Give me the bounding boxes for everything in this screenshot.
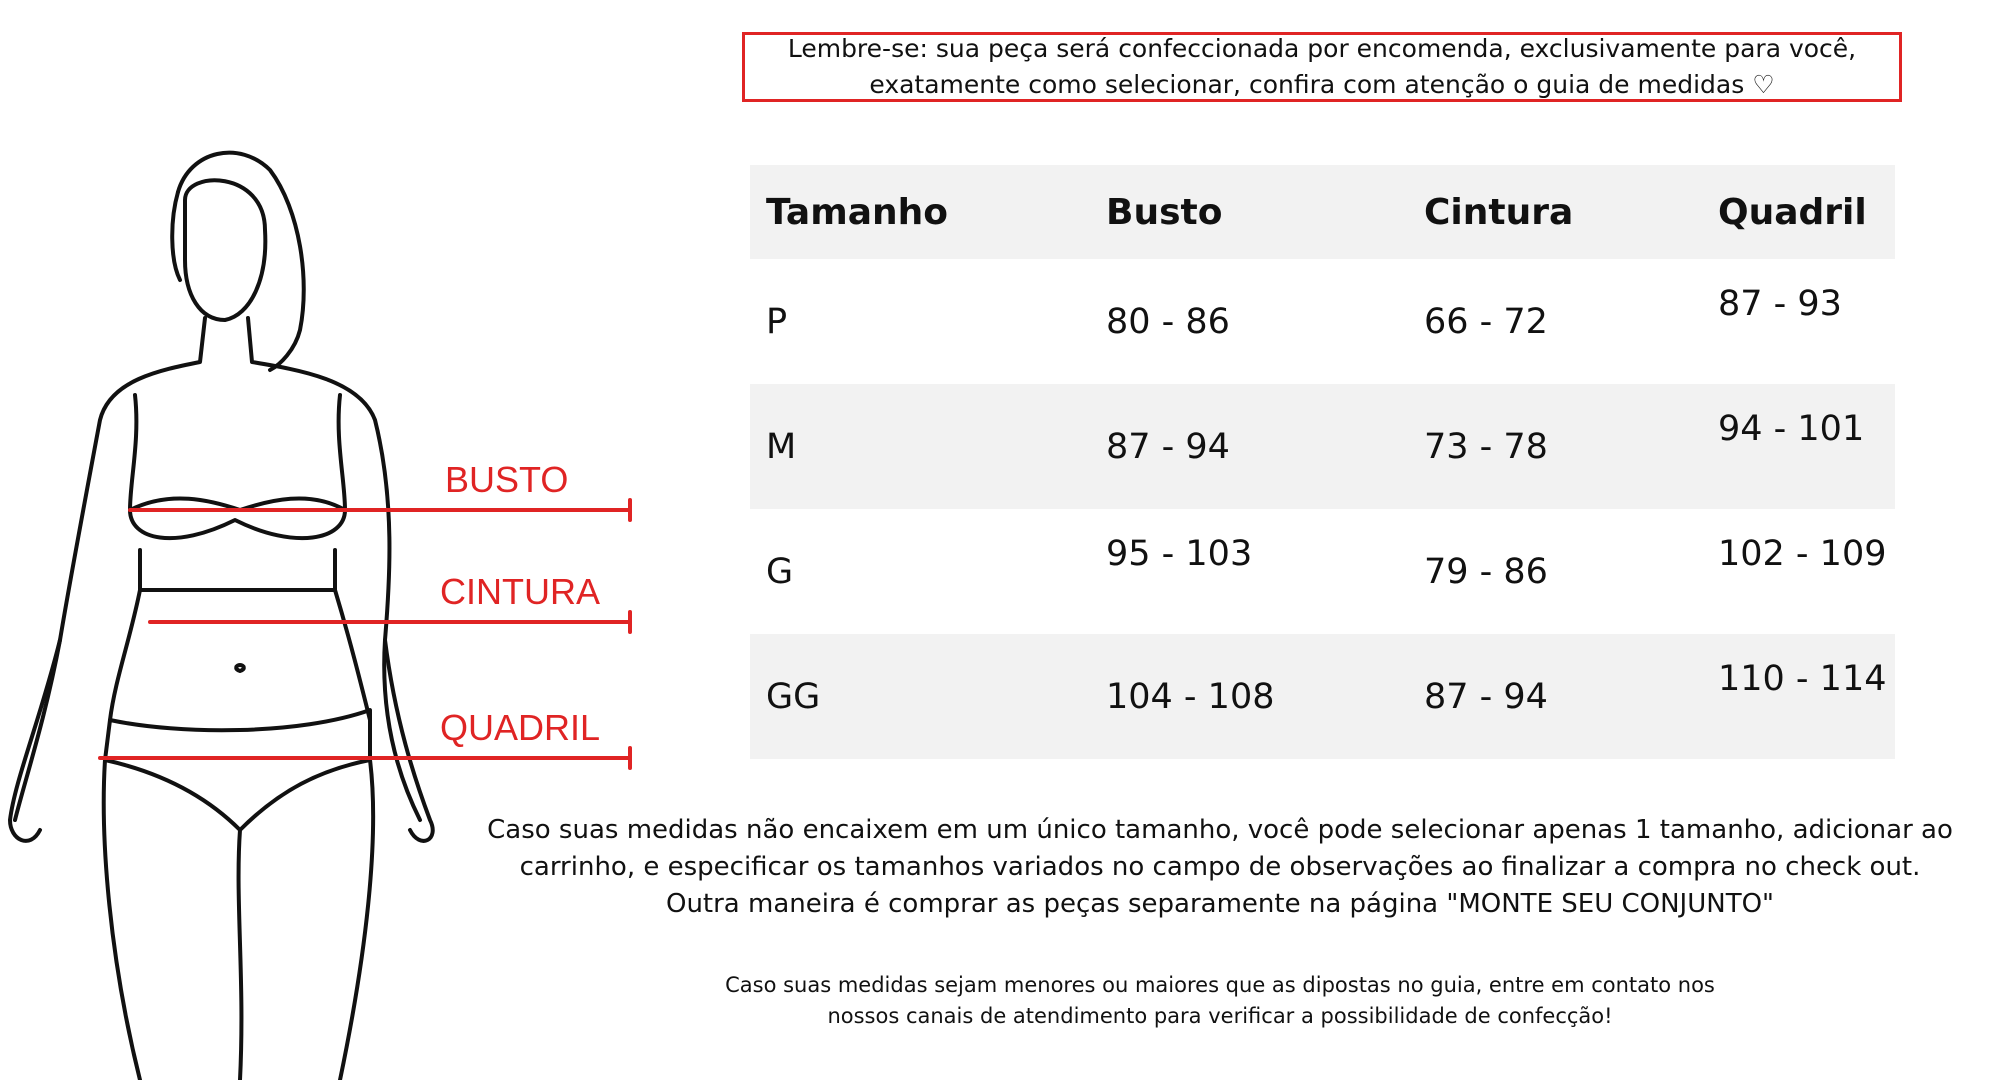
body-outline-illustration [0,80,640,1080]
torso-outline [15,318,205,820]
waist-right [335,590,370,720]
info-line: Caso suas medidas não encaixem em um único tamanho, você pode selecionar apenas 1 tamanho, adicionar ao [487,815,1953,845]
contact-line: Caso suas medidas sejam menores ou maiores que as dipostas no guia, entre em contato nos [725,973,1715,997]
table-header-row [750,165,1895,259]
waist-left [110,590,140,720]
quadril-cell: 87 - 93 [1718,283,1842,324]
info-line: Outra maneira é comprar as peças separamente na página "MONTE SEU CONJUNTO" [665,889,1775,919]
cintura-label: CINTURA [440,571,600,612]
leg-left [104,760,140,1080]
cintura-cell: 66 - 72 [1424,301,1548,342]
cintura-cell: 79 - 86 [1424,551,1548,592]
contact-info [600,970,1840,1032]
quadril-cell: 110 - 114 [1718,658,1887,699]
leg-inner [239,830,242,1080]
navel [236,665,244,671]
mixed-sizes-info [470,812,1970,923]
custom-order-notice [742,32,1902,102]
bra-outline [130,395,345,510]
busto-label: BUSTO [445,459,569,500]
quadril-cell: 102 - 109 [1718,533,1887,574]
header-quadril: Quadril [1718,191,1867,233]
header-tamanho: Tamanho [766,191,949,233]
hair-strand [172,192,180,280]
busto-cell: 80 - 86 [1106,301,1230,342]
table-row [750,384,1895,509]
busto-cell: 104 - 108 [1106,676,1275,717]
table-row [750,634,1895,759]
busto-cell: 87 - 94 [1106,426,1230,467]
contact-line: nossos canais de atendimento para verificar a possibilidade de confecção! [827,1004,1613,1028]
face-outline [185,180,265,320]
size-table [750,165,1895,759]
panties-outline [105,710,370,830]
header-busto: Busto [1106,191,1223,233]
quadril-label: QUADRIL [440,707,601,748]
cintura-cell: 87 - 94 [1424,676,1548,717]
size-cell: M [766,426,797,467]
table-row [750,259,1895,384]
header-cintura: Cintura [1424,191,1574,233]
size-cell: P [766,301,788,342]
info-line: carrinho, e especificar os tamanhos variados no campo de observações ao finalizar a compra no check out. [519,852,1921,882]
notice-line-1: Lembre-se: sua peça será confeccionada por encomenda, exclusivamente para você, [787,34,1857,63]
size-cell: G [766,551,794,592]
cintura-cell: 73 - 78 [1424,426,1548,467]
leg-right [340,760,373,1080]
bra-cups [130,510,345,538]
body-measurement-figure [0,80,640,1080]
notice-line-2: exatamente como selecionar, confira com atenção o guia de medidas ♡ [869,70,1775,99]
busto-cell: 95 - 103 [1106,533,1253,574]
bra-band [140,550,335,590]
table-row [750,509,1895,634]
size-cell: GG [766,676,821,717]
quadril-cell: 94 - 101 [1718,408,1865,449]
